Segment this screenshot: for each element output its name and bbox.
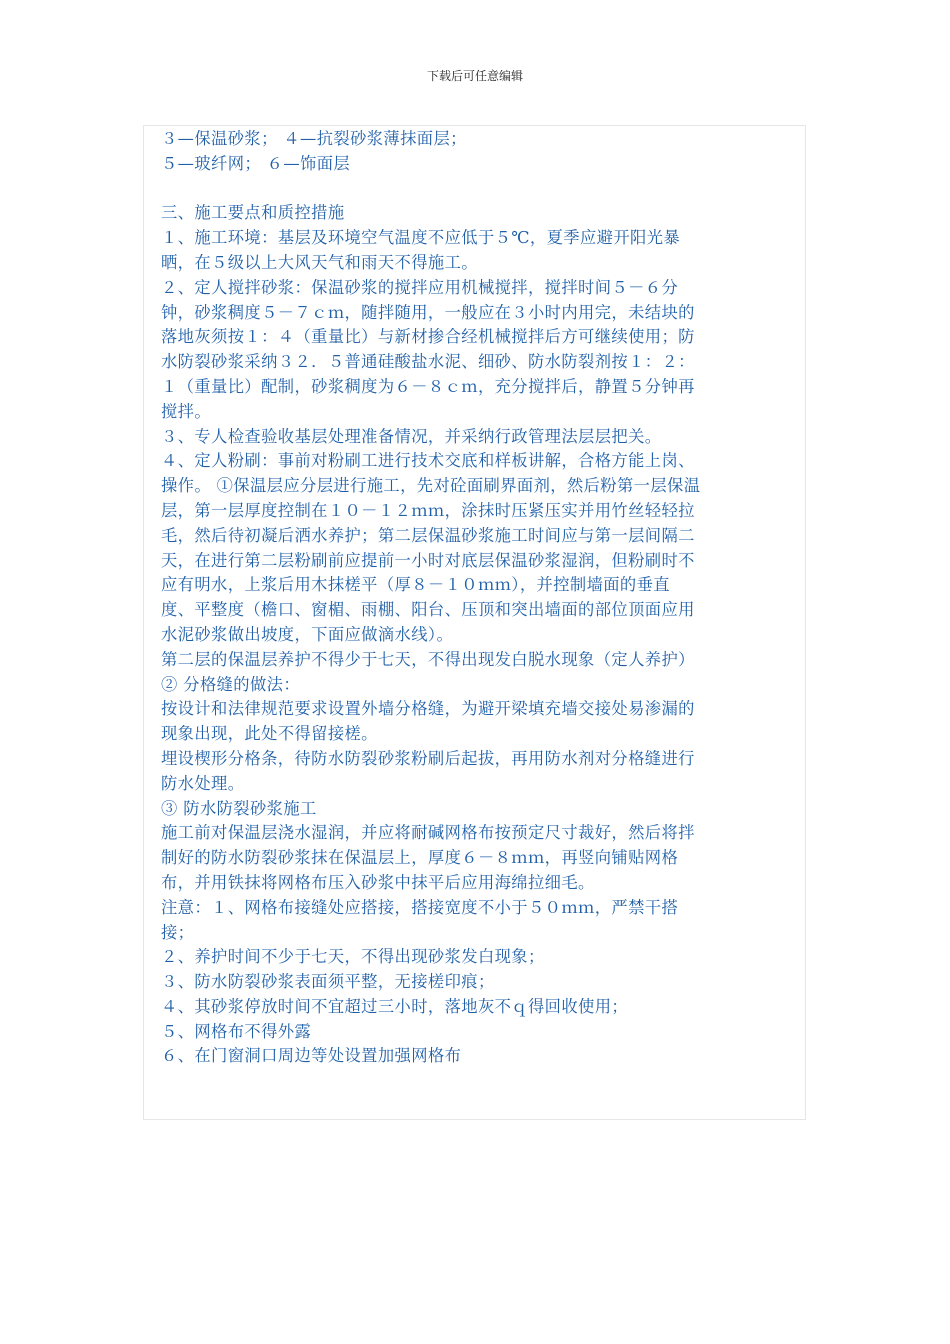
text-line: ４、其砂浆停放时间不宜超过三小时，落地灰不ｑ得回收使用；	[161, 996, 629, 1016]
text-line: 水泥砂浆做出坡度，下面应做滴水线）。	[161, 624, 454, 644]
text-line: 度、平整度（檐口、窗楣、雨棚、阳台、压顶和突出墙面的部位顶面应用	[161, 600, 695, 620]
text-line: 三、施工要点和质控措施	[161, 203, 345, 223]
text-line: 钟，砂浆稠度５－７ｃｍ，随拌随用，一般应在３小时内用完，未结块的	[161, 302, 695, 322]
text-line: ６、在门窗洞口周边等处设置加强网格布	[161, 1046, 462, 1066]
text-line: 现象出现，此处不得留接槎。	[161, 724, 378, 744]
text-line: ４、定人粉刷：事前对粉刷工进行技术交底和样板讲解，合格方能上岗、	[161, 451, 695, 471]
text-line: ３、专人检查验收基层处理准备情况，并采纳行政管理法层层把关。	[161, 426, 662, 446]
text-line: ③ 防水防裂砂浆施工	[161, 798, 317, 818]
text-line: 接；	[161, 922, 195, 942]
text-line: 制好的防水防裂砂浆抹在保温层上，厚度６－８ｍｍ，再竖向铺贴网格	[161, 848, 679, 868]
text-line: ３、防水防裂砂浆表面须平整，无接槎印痕；	[161, 972, 495, 992]
text-line: 晒，在５级以上大风天气和雨天不得施工。	[161, 252, 478, 272]
text-line: 搅拌。	[161, 401, 212, 421]
text-line: 按设计和法律规范要求设置外墙分格缝，为避开梁填充墙交接处易渗漏的	[161, 699, 695, 719]
text-line: 埋设楔形分格条，待防水防裂砂浆粉刷后起拔，再用防水剂对分格缝进行	[161, 748, 695, 768]
document-body	[161, 127, 791, 1069]
text-line: １、施工环境：基层及环境空气温度不应低于５℃，夏季应避开阳光暴	[161, 228, 681, 248]
text-line: ２、养护时间不少于七天，不得出现砂浆发白现象；	[161, 947, 545, 967]
text-line: 防水处理。	[161, 773, 245, 793]
text-line: 毛，然后待初凝后洒水养护；第二层保温砂浆施工时间应与第一层间隔二	[161, 525, 695, 545]
blank-line	[161, 177, 791, 202]
text-line: ５—玻纤网； ６—饰面层	[161, 153, 351, 173]
text-line: 应有明水，上浆后用木抹槎平（厚８－１０ｍｍ），并控制墙面的垂直	[161, 575, 670, 595]
page-header: 下载后可任意编辑	[426, 69, 523, 83]
text-line: 层，第一层厚度控制在１０－１２ｍｍ，涂抹时压紧压实并用竹丝轻轻拉	[161, 500, 695, 520]
text-line: 注意：１、网格布接缝处应搭接，搭接宽度不小于５０ｍｍ，严禁干搭	[161, 897, 679, 917]
text-line: ② 分格缝的做法：	[161, 674, 301, 694]
text-line: 施工前对保温层浇水湿润，并应将耐碱网格布按预定尺寸裁好，然后将拌	[161, 823, 695, 843]
text-line: ２、定人搅拌砂浆：保温砂浆的搅拌应用机械搅拌，搅拌时间５－６分	[161, 277, 679, 297]
text-line: １（重量比）配制，砂浆稠度为６－８ｃｍ，充分搅拌后，静置５分钟再	[161, 376, 695, 396]
text-line: 落地灰须按１：４（重量比）与新材掺合经机械搅拌后方可继续使用；防	[161, 327, 695, 347]
text-line: 布，并用铁抹将网格布压入砂浆中抹平后应用海绵拉细毛。	[161, 872, 595, 892]
text-line: ５、网格布不得外露	[161, 1021, 312, 1041]
text-line: 第二层的保温层养护不得少于七天，不得出现发白脱水现象（定人养护）	[161, 649, 695, 669]
text-line: 天，在进行第二层粉刷前应提前一小时对底层保温砂浆湿润，但粉刷时不	[161, 550, 695, 570]
text-line: 操作。 ①保温层应分层进行施工，先对砼面刷界面剂，然后粉第一层保温	[161, 476, 701, 496]
text-line: ３—保温砂浆； ４—抗裂砂浆薄抹面层；	[161, 129, 467, 148]
text-line: 水防裂砂浆采纳３２．５普通硅酸盐水泥、细砂、防水防裂剂按１：２：	[161, 352, 695, 372]
